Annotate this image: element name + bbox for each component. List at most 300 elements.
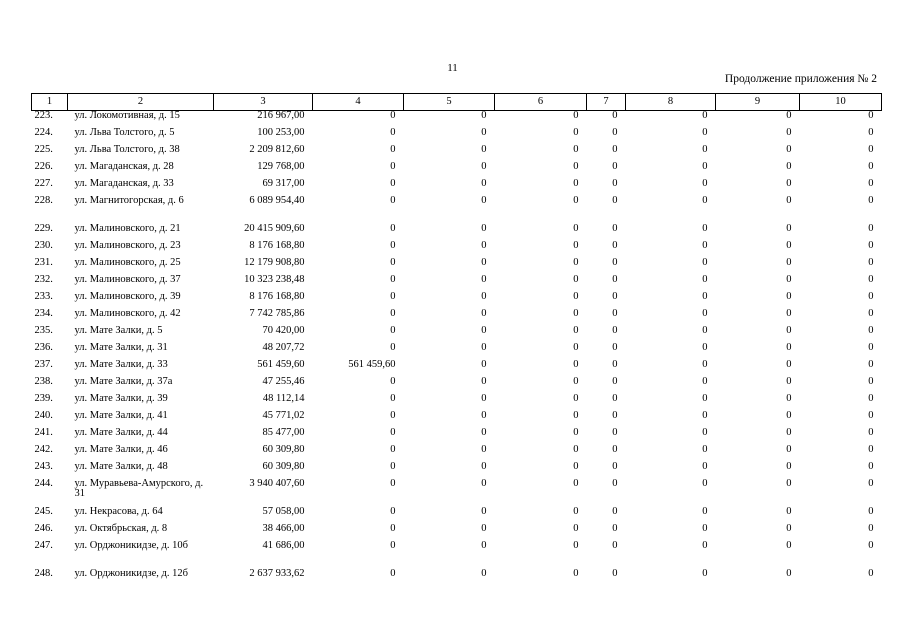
row-number: 244. xyxy=(34,478,53,489)
col-4-cell: 0 xyxy=(390,568,396,579)
col-10-cell: 0 xyxy=(868,240,874,251)
col-5-cell: 0 xyxy=(481,325,487,336)
col-8-cell: 0 xyxy=(702,127,708,138)
col-9-cell: 0 xyxy=(786,523,792,534)
col-10-cell: 0 xyxy=(868,523,874,534)
col-8-cell: 0 xyxy=(702,291,708,302)
col-9-cell: 0 xyxy=(786,178,792,189)
header-col-10: 10 xyxy=(800,94,882,111)
table-body xyxy=(32,111,882,598)
col-5-cell: 0 xyxy=(481,161,487,172)
col-8-cell: 0 xyxy=(702,540,708,551)
table-row xyxy=(32,196,882,224)
col-7-cell: 0 xyxy=(612,461,618,472)
col-10-cell: 0 xyxy=(868,410,874,421)
col-4-cell: 0 xyxy=(390,461,396,472)
amount-cell: 41 686,00 xyxy=(262,540,305,551)
table-row xyxy=(32,569,882,597)
col-5-cell: 0 xyxy=(481,127,487,138)
table-row xyxy=(32,145,882,162)
col-7-cell: 0 xyxy=(612,427,618,438)
address-cell: ул. Орджоникидзе, д. 10б xyxy=(74,540,188,551)
col-8-cell: 0 xyxy=(702,478,708,489)
col-7-cell: 0 xyxy=(612,444,618,455)
col-10-cell: 0 xyxy=(868,427,874,438)
col-7-cell: 0 xyxy=(612,410,618,421)
col-4-cell: 0 xyxy=(390,540,396,551)
table-row xyxy=(32,360,882,377)
col-5-cell: 0 xyxy=(481,427,487,438)
col-4-cell: 0 xyxy=(390,257,396,268)
row-number: 243. xyxy=(34,461,53,472)
row-number: 246. xyxy=(34,523,53,534)
col-8-cell: 0 xyxy=(702,257,708,268)
col-10-cell: 0 xyxy=(868,393,874,404)
table-row xyxy=(32,411,882,428)
col-5-cell: 0 xyxy=(481,540,487,551)
col-8-cell: 0 xyxy=(702,308,708,319)
address-cell: ул. Мате Залки, д. 5 xyxy=(74,325,163,336)
col-7-cell: 0 xyxy=(612,240,618,251)
row-number: 224. xyxy=(34,127,53,138)
table-row xyxy=(32,111,882,129)
table-row xyxy=(32,462,882,479)
col-8-cell: 0 xyxy=(702,523,708,534)
amount-cell: 38 466,00 xyxy=(262,523,305,534)
col-4-cell: 0 xyxy=(390,274,396,285)
col-6-cell: 0 xyxy=(573,240,579,251)
table-row xyxy=(32,241,882,258)
col-7-cell: 0 xyxy=(612,110,618,121)
amount-cell: 57 058,00 xyxy=(262,506,305,517)
row-number: 223. xyxy=(34,110,53,121)
col-7-cell: 0 xyxy=(612,540,618,551)
col-7-cell: 0 xyxy=(612,161,618,172)
amount-cell: 45 771,02 xyxy=(262,410,305,421)
col-7-cell: 0 xyxy=(612,274,618,285)
col-9-cell: 0 xyxy=(786,568,792,579)
col-8-cell: 0 xyxy=(702,144,708,155)
col-6-cell: 0 xyxy=(573,127,579,138)
row-number: 247. xyxy=(34,540,53,551)
row-number: 227. xyxy=(34,178,53,189)
row-number: 229. xyxy=(34,223,53,234)
address-cell: ул. Магнитогорская, д. 6 xyxy=(74,195,184,206)
amount-cell: 129 768,00 xyxy=(257,161,305,172)
col-9-cell: 0 xyxy=(786,540,792,551)
header-col-5: 5 xyxy=(404,94,495,111)
col-9-cell: 0 xyxy=(786,376,792,387)
header-col-4: 4 xyxy=(313,94,404,111)
row-number: 230. xyxy=(34,240,53,251)
col-10-cell: 0 xyxy=(868,376,874,387)
col-10-cell: 0 xyxy=(868,161,874,172)
col-4-cell: 0 xyxy=(390,195,396,206)
amount-cell: 47 255,46 xyxy=(262,376,305,387)
col-6-cell: 0 xyxy=(573,325,579,336)
col-8-cell: 0 xyxy=(702,223,708,234)
address-cell: ул. Мате Залки, д. 41 xyxy=(74,410,168,421)
col-6-cell: 0 xyxy=(573,291,579,302)
col-9-cell: 0 xyxy=(786,274,792,285)
table-row xyxy=(32,479,882,507)
col-4-cell: 0 xyxy=(390,444,396,455)
col-7-cell: 0 xyxy=(612,144,618,155)
address-cell: ул. Малиновского, д. 42 xyxy=(74,308,181,319)
col-8-cell: 0 xyxy=(702,195,708,206)
col-6-cell: 0 xyxy=(573,308,579,319)
col-10-cell: 0 xyxy=(868,478,874,489)
row-number: 228. xyxy=(34,195,53,206)
col-5-cell: 0 xyxy=(481,376,487,387)
col-4-cell: 0 xyxy=(390,161,396,172)
col-7-cell: 0 xyxy=(612,178,618,189)
amount-cell: 10 323 238,48 xyxy=(244,274,305,285)
row-number: 241. xyxy=(34,427,53,438)
col-5-cell: 0 xyxy=(481,195,487,206)
col-7-cell: 0 xyxy=(612,257,618,268)
table-row xyxy=(32,162,882,179)
address-cell: ул. Некрасова, д. 64 xyxy=(74,506,163,517)
col-4-cell: 561 459,60 xyxy=(348,359,396,370)
col-8-cell: 0 xyxy=(702,274,708,285)
col-9-cell: 0 xyxy=(786,359,792,370)
amount-cell: 20 415 909,60 xyxy=(244,223,305,234)
row-number: 236. xyxy=(34,342,53,353)
col-10-cell: 0 xyxy=(868,144,874,155)
col-6-cell: 0 xyxy=(573,523,579,534)
col-9-cell: 0 xyxy=(786,240,792,251)
col-9-cell: 0 xyxy=(786,161,792,172)
amount-cell: 60 309,80 xyxy=(262,461,305,472)
table-row xyxy=(32,541,882,569)
col-6-cell: 0 xyxy=(573,274,579,285)
col-4-cell: 0 xyxy=(390,291,396,302)
col-10-cell: 0 xyxy=(868,223,874,234)
col-6-cell: 0 xyxy=(573,110,579,121)
col-4-cell: 0 xyxy=(390,308,396,319)
col-4-cell: 0 xyxy=(390,325,396,336)
col-7-cell: 0 xyxy=(612,393,618,404)
amount-cell: 2 209 812,60 xyxy=(249,144,305,155)
col-7-cell: 0 xyxy=(612,568,618,579)
table-row xyxy=(32,128,882,145)
col-10-cell: 0 xyxy=(868,461,874,472)
table-row xyxy=(32,445,882,462)
col-8-cell: 0 xyxy=(702,376,708,387)
col-10-cell: 0 xyxy=(868,178,874,189)
row-number: 233. xyxy=(34,291,53,302)
col-5-cell: 0 xyxy=(481,393,487,404)
col-4-cell: 0 xyxy=(390,240,396,251)
col-9-cell: 0 xyxy=(786,427,792,438)
address-cell: ул. Льва Толстого, д. 5 xyxy=(74,127,175,138)
header-col-2: 2 xyxy=(68,94,214,111)
col-4-cell: 0 xyxy=(390,144,396,155)
col-10-cell: 0 xyxy=(868,274,874,285)
address-cell: ул. Малиновского, д. 21 xyxy=(74,223,181,234)
col-5-cell: 0 xyxy=(481,274,487,285)
col-9-cell: 0 xyxy=(786,291,792,302)
header-row xyxy=(32,94,882,111)
col-4-cell: 0 xyxy=(390,223,396,234)
address-cell: ул. Орджоникидзе, д. 12б xyxy=(74,568,188,579)
col-7-cell: 0 xyxy=(612,195,618,206)
col-7-cell: 0 xyxy=(612,325,618,336)
col-9-cell: 0 xyxy=(786,325,792,336)
address-cell: ул. Малиновского, д. 23 xyxy=(74,240,181,251)
row-number: 245. xyxy=(34,506,53,517)
col-4-cell: 0 xyxy=(390,410,396,421)
col-9-cell: 0 xyxy=(786,257,792,268)
col-9-cell: 0 xyxy=(786,127,792,138)
col-8-cell: 0 xyxy=(702,161,708,172)
col-8-cell: 0 xyxy=(702,110,708,121)
table-header xyxy=(32,94,882,111)
col-5-cell: 0 xyxy=(481,523,487,534)
col-6-cell: 0 xyxy=(573,540,579,551)
amount-cell: 100 253,00 xyxy=(257,127,305,138)
col-10-cell: 0 xyxy=(868,308,874,319)
address-cell: ул. Мате Залки, д. 33 xyxy=(74,359,168,370)
col-5-cell: 0 xyxy=(481,144,487,155)
col-6-cell: 0 xyxy=(573,223,579,234)
header-col-1: 1 xyxy=(32,94,68,111)
continuation-caption: Продолжение приложения № 2 xyxy=(724,73,877,85)
amount-cell: 2 637 933,62 xyxy=(249,568,305,579)
col-9-cell: 0 xyxy=(786,195,792,206)
col-7-cell: 0 xyxy=(612,478,618,489)
col-8-cell: 0 xyxy=(702,461,708,472)
col-8-cell: 0 xyxy=(702,325,708,336)
col-6-cell: 0 xyxy=(573,568,579,579)
address-cell: ул. Магаданская, д. 28 xyxy=(74,161,174,172)
table-row xyxy=(32,258,882,275)
table-row xyxy=(32,292,882,309)
row-number: 225. xyxy=(34,144,53,155)
address-cell: ул. Октябрьская, д. 8 xyxy=(74,523,168,534)
address-cell: ул. Мате Залки, д. 46 xyxy=(74,444,168,455)
col-7-cell: 0 xyxy=(612,127,618,138)
col-5-cell: 0 xyxy=(481,359,487,370)
col-10-cell: 0 xyxy=(868,342,874,353)
col-5-cell: 0 xyxy=(481,257,487,268)
col-5-cell: 0 xyxy=(481,308,487,319)
col-10-cell: 0 xyxy=(868,257,874,268)
col-7-cell: 0 xyxy=(612,291,618,302)
row-number: 242. xyxy=(34,444,53,455)
col-4-cell: 0 xyxy=(390,127,396,138)
amount-cell: 70 420,00 xyxy=(262,325,305,336)
amount-cell: 60 309,80 xyxy=(262,444,305,455)
table-row xyxy=(32,394,882,411)
table-row xyxy=(32,343,882,360)
col-8-cell: 0 xyxy=(702,568,708,579)
col-8-cell: 0 xyxy=(702,393,708,404)
col-4-cell: 0 xyxy=(390,393,396,404)
col-9-cell: 0 xyxy=(786,110,792,121)
amount-cell: 48 112,14 xyxy=(262,393,305,404)
col-5-cell: 0 xyxy=(481,240,487,251)
col-8-cell: 0 xyxy=(702,240,708,251)
row-number: 235. xyxy=(34,325,53,336)
header-col-3: 3 xyxy=(214,94,313,111)
col-9-cell: 0 xyxy=(786,393,792,404)
table-row xyxy=(32,428,882,445)
address-cell: ул. Магаданская, д. 33 xyxy=(74,178,174,189)
col-10-cell: 0 xyxy=(868,110,874,121)
amount-cell: 216 967,00 xyxy=(257,110,305,121)
col-8-cell: 0 xyxy=(702,342,708,353)
table-row xyxy=(32,326,882,343)
col-5-cell: 0 xyxy=(481,110,487,121)
col-9-cell: 0 xyxy=(786,223,792,234)
col-6-cell: 0 xyxy=(573,359,579,370)
address-cell: ул. Муравьева-Амурского, д. 31 xyxy=(74,478,204,499)
header-col-6: 6 xyxy=(495,94,587,111)
col-7-cell: 0 xyxy=(612,523,618,534)
col-6-cell: 0 xyxy=(573,144,579,155)
col-9-cell: 0 xyxy=(786,410,792,421)
amount-cell: 69 317,00 xyxy=(262,178,305,189)
col-7-cell: 0 xyxy=(612,376,618,387)
header-col-9: 9 xyxy=(716,94,800,111)
col-8-cell: 0 xyxy=(702,410,708,421)
col-5-cell: 0 xyxy=(481,568,487,579)
col-5-cell: 0 xyxy=(481,461,487,472)
col-6-cell: 0 xyxy=(573,342,579,353)
col-5-cell: 0 xyxy=(481,506,487,517)
header-col-7: 7 xyxy=(587,94,626,111)
col-4-cell: 0 xyxy=(390,110,396,121)
amount-cell: 85 477,00 xyxy=(262,427,305,438)
amount-cell: 561 459,60 xyxy=(257,359,305,370)
col-10-cell: 0 xyxy=(868,325,874,336)
col-4-cell: 0 xyxy=(390,506,396,517)
row-number: 248. xyxy=(34,568,53,579)
col-8-cell: 0 xyxy=(702,359,708,370)
col-6-cell: 0 xyxy=(573,376,579,387)
row-number: 231. xyxy=(34,257,53,268)
col-7-cell: 0 xyxy=(612,506,618,517)
row-number: 238. xyxy=(34,376,53,387)
amount-cell: 3 940 407,60 xyxy=(249,478,305,489)
col-6-cell: 0 xyxy=(573,506,579,517)
row-number: 234. xyxy=(34,308,53,319)
col-4-cell: 0 xyxy=(390,376,396,387)
address-cell: ул. Малиновского, д. 39 xyxy=(74,291,181,302)
col-4-cell: 0 xyxy=(390,478,396,489)
row-number: 232. xyxy=(34,274,53,285)
col-6-cell: 0 xyxy=(573,257,579,268)
row-number: 226. xyxy=(34,161,53,172)
col-6-cell: 0 xyxy=(573,178,579,189)
row-number: 240. xyxy=(34,410,53,421)
table-row xyxy=(32,275,882,292)
col-10-cell: 0 xyxy=(868,568,874,579)
col-10-cell: 0 xyxy=(868,195,874,206)
col-6-cell: 0 xyxy=(573,410,579,421)
col-5-cell: 0 xyxy=(481,342,487,353)
address-cell: ул. Мате Залки, д. 39 xyxy=(74,393,168,404)
col-4-cell: 0 xyxy=(390,342,396,353)
col-6-cell: 0 xyxy=(573,393,579,404)
col-5-cell: 0 xyxy=(481,178,487,189)
col-8-cell: 0 xyxy=(702,427,708,438)
col-9-cell: 0 xyxy=(786,144,792,155)
col-9-cell: 0 xyxy=(786,342,792,353)
col-10-cell: 0 xyxy=(868,506,874,517)
amount-cell: 8 176 168,80 xyxy=(249,291,305,302)
row-number: 239. xyxy=(34,393,53,404)
col-6-cell: 0 xyxy=(573,461,579,472)
col-5-cell: 0 xyxy=(481,291,487,302)
amount-cell: 6 089 954,40 xyxy=(249,195,305,206)
col-6-cell: 0 xyxy=(573,161,579,172)
table-row xyxy=(32,309,882,326)
address-cell: ул. Малиновского, д. 25 xyxy=(74,257,181,268)
col-9-cell: 0 xyxy=(786,444,792,455)
amount-cell: 12 179 908,80 xyxy=(244,257,305,268)
table-row xyxy=(32,224,882,241)
amount-cell: 8 176 168,80 xyxy=(249,240,305,251)
col-5-cell: 0 xyxy=(481,444,487,455)
col-10-cell: 0 xyxy=(868,540,874,551)
col-6-cell: 0 xyxy=(573,195,579,206)
col-6-cell: 0 xyxy=(573,427,579,438)
table-row xyxy=(32,377,882,394)
address-cell: ул. Малиновского, д. 37 xyxy=(74,274,181,285)
col-9-cell: 0 xyxy=(786,478,792,489)
page-number: 11 xyxy=(447,62,458,74)
col-9-cell: 0 xyxy=(786,308,792,319)
appendix-table xyxy=(31,93,882,597)
col-8-cell: 0 xyxy=(702,506,708,517)
col-7-cell: 0 xyxy=(612,342,618,353)
col-10-cell: 0 xyxy=(868,444,874,455)
header-col-8: 8 xyxy=(626,94,716,111)
address-cell: ул. Мате Залки, д. 48 xyxy=(74,461,168,472)
amount-cell: 7 742 785,86 xyxy=(249,308,305,319)
address-cell: ул. Мате Залки, д. 44 xyxy=(74,427,168,438)
col-5-cell: 0 xyxy=(481,223,487,234)
col-6-cell: 0 xyxy=(573,444,579,455)
col-4-cell: 0 xyxy=(390,178,396,189)
col-10-cell: 0 xyxy=(868,359,874,370)
col-7-cell: 0 xyxy=(612,308,618,319)
table-row xyxy=(32,179,882,196)
col-9-cell: 0 xyxy=(786,461,792,472)
col-4-cell: 0 xyxy=(390,523,396,534)
table-row xyxy=(32,507,882,524)
col-6-cell: 0 xyxy=(573,478,579,489)
col-8-cell: 0 xyxy=(702,178,708,189)
col-4-cell: 0 xyxy=(390,427,396,438)
address-cell: ул. Мате Залки, д. 31 xyxy=(74,342,168,353)
col-7-cell: 0 xyxy=(612,223,618,234)
address-cell: ул. Мате Залки, д. 37а xyxy=(74,376,173,387)
col-9-cell: 0 xyxy=(786,506,792,517)
address-cell: ул. Льва Толстого, д. 38 xyxy=(74,144,180,155)
col-5-cell: 0 xyxy=(481,410,487,421)
col-10-cell: 0 xyxy=(868,127,874,138)
col-8-cell: 0 xyxy=(702,444,708,455)
col-10-cell: 0 xyxy=(868,291,874,302)
row-number: 237. xyxy=(34,359,53,370)
col-5-cell: 0 xyxy=(481,478,487,489)
address-cell: ул. Локомотивная, д. 15 xyxy=(74,110,180,121)
table-row xyxy=(32,524,882,541)
